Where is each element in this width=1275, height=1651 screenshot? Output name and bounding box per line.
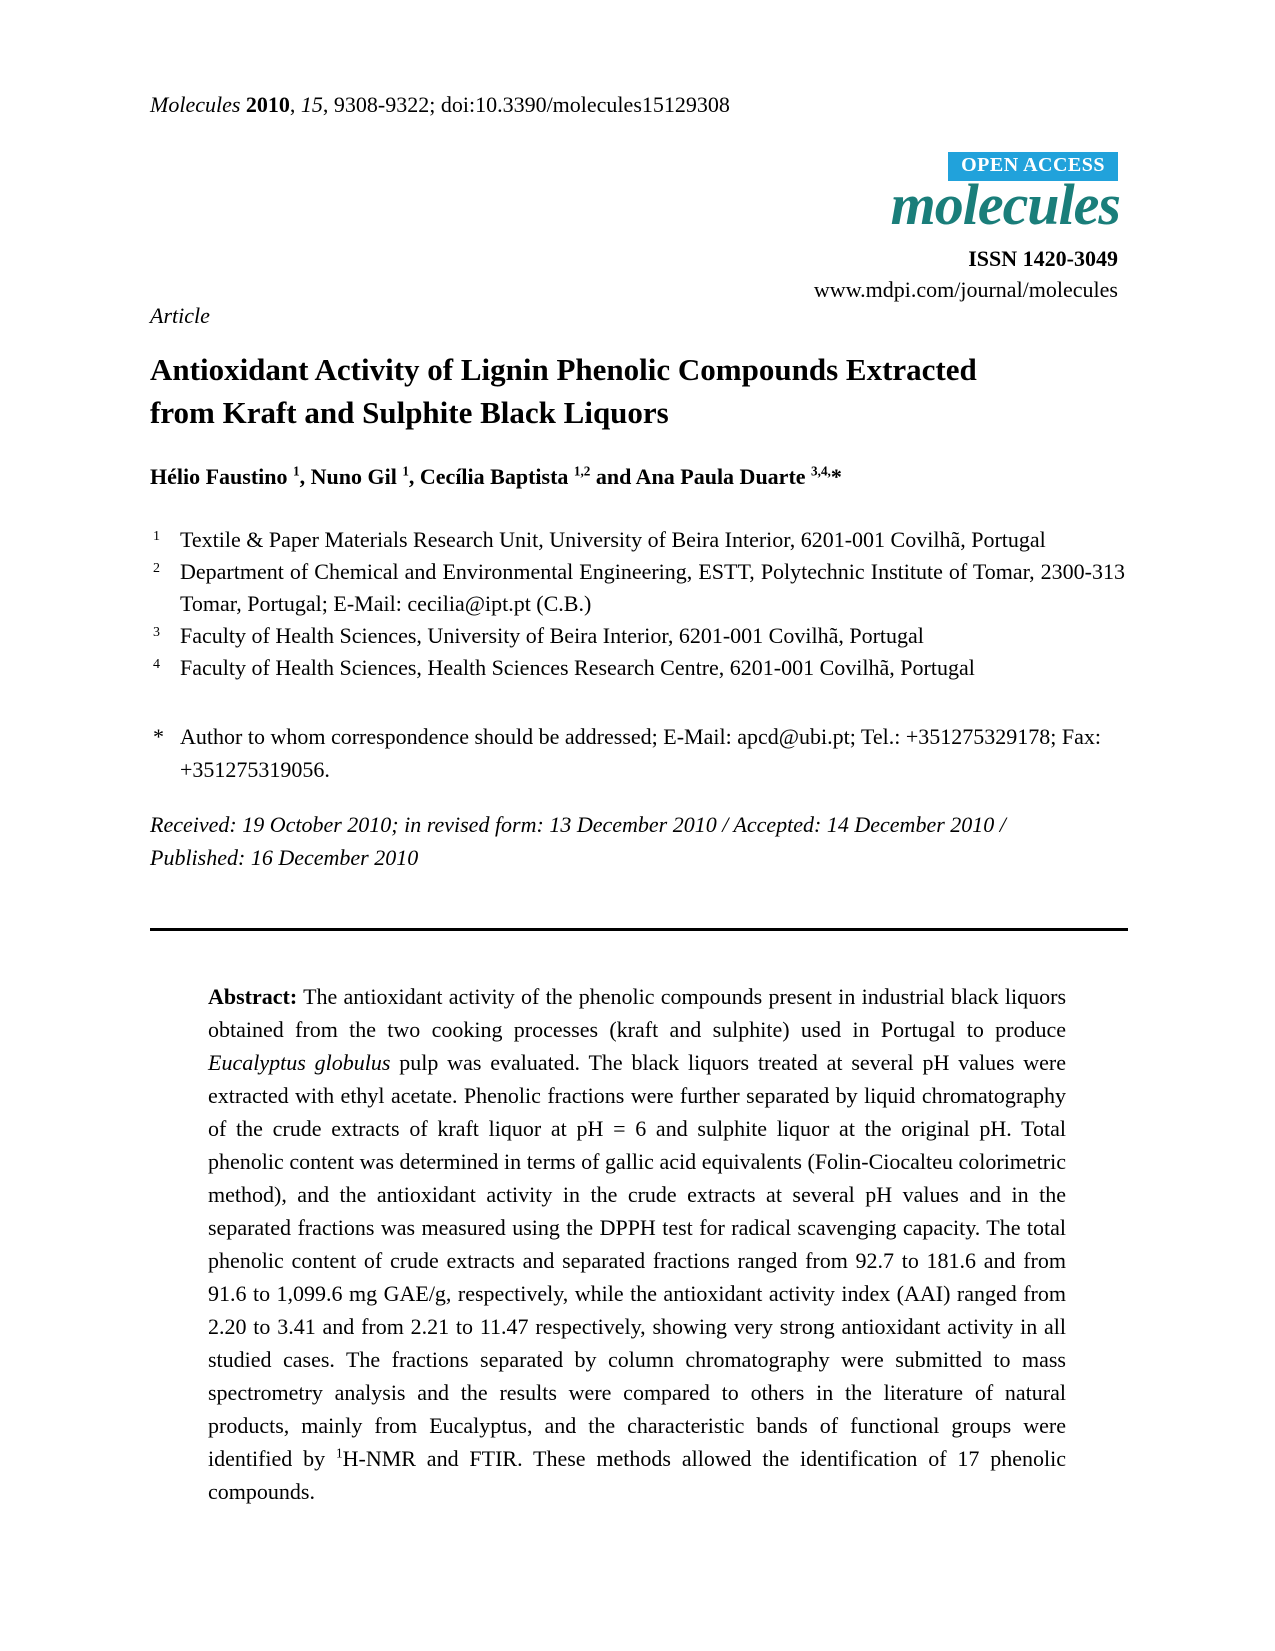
abstract-paragraph [208,980,1066,1508]
history-dates-line2: Published: 16 December 2010 [150,845,419,870]
journal-website-url: www.mdpi.com/journal/molecules [813,277,1118,302]
affiliation-text: Faculty of Health Sciences, University of Beira Interior, 6201-001 Covilhã, Portugal [180,623,924,648]
affiliation-marker: 4 [153,657,160,672]
issn-line: ISSN 1420-3049 [968,246,1118,271]
correspondence-marker: * [153,724,164,749]
correspondence-text: Author to whom correspondence should be addressed; E-Mail: apcd@ubi.pt; Tel.: +351275329178; Fax: +351275319056. [180,724,1101,782]
affiliation-text: Textile & Paper Materials Research Unit, University of Beira Interior, 6201-001 Covilhã, Portugal [180,527,1046,552]
article-title: Antioxidant Activity of Lignin Phenolic Compounds Extracted from Kraft and Sulphite Black Liquors [150,352,977,430]
affiliation-item [150,620,1125,652]
affiliation-marker: 2 [153,561,160,576]
affiliations-list [150,524,1125,684]
correspondence-note [150,720,1125,786]
authors-line: Hélio Faustino $^1$, Nuno Gil $^1$, Cecília Baptista $^{1,2}$ and Ana Paula Duarte $^{3,4,}$* [150,463,842,489]
affiliation-item [150,652,1125,684]
abstract-label: Abstract: [208,984,298,1009]
affiliation-text: Department of Chemical and Environmental Engineering, ESTT, Polytechnic Institute of Tomar, 2300-313 Tomar, Portugal; E-Mail: cecilia@ipt.pt (C.B.) [180,559,1125,616]
affiliation-text: Faculty of Health Sciences, Health Sciences Research Centre, 6201-001 Covilhã, Portugal [180,655,975,680]
affiliation-item [150,524,1125,556]
open-access-badge: OPEN ACCESS [948,152,1118,181]
journal-logo: molecules [890,172,1120,237]
divider-rule [150,928,1128,931]
history-dates-line1: Received: 19 October 2010; in revised form: 13 December 2010 / Accepted: 14 December 2010 / [150,812,1006,837]
abstract-body: The antioxidant activity of the phenolic compounds present in industrial black liquors obtained from the two cooking processes (kraft and sulphite) used in Portugal to produce Eucalyptus globulus pulp was evaluated. The black liquors treated at several pH values were extracted with ethyl acetate. Phenolic fractions were further separated by liquid chromatography of the crude extracts of kraft liquor at pH = 6 and sulphite liquor at the original pH. Total phenolic content was determined in terms of gallic acid equivalents (Folin-Ciocalteu colorimetric method), and the antioxidant activity in the crude extracts at several pH values and in the separated fractions was measured using the DPPH test for radical scavenging capacity. The total phenolic content of crude extracts and separated fractions ranged from 92.7 to 181.6 and from 91.6 to 1,099.6 mg GAE/g, respectively, while the antioxidant activity index (AAI) ranged from 2.20 to 3.41 and from 2.21 to 11.47 respectively, showing very strong antioxidant activity in all studied cases. The fractions separated by column chromatography were submitted to mass spectrometry analysis and the results were compared to others in the literature of natural products, mainly from Eucalyptus, and the characteristic bands of functional groups were identified by $^1$H-NMR and FTIR. These methods allowed the identification of 17 phenolic compounds. [208,984,1066,1504]
affiliation-marker: 1 [153,529,160,544]
history-dates [150,808,1135,874]
affiliation-marker: 3 [153,625,160,640]
article-type-label: Article [150,303,210,328]
journal-citation-line: Molecules 2010, 15, 9308-9322; doi:10.3390/molecules15129308 [150,92,730,117]
affiliation-item [150,556,1125,620]
